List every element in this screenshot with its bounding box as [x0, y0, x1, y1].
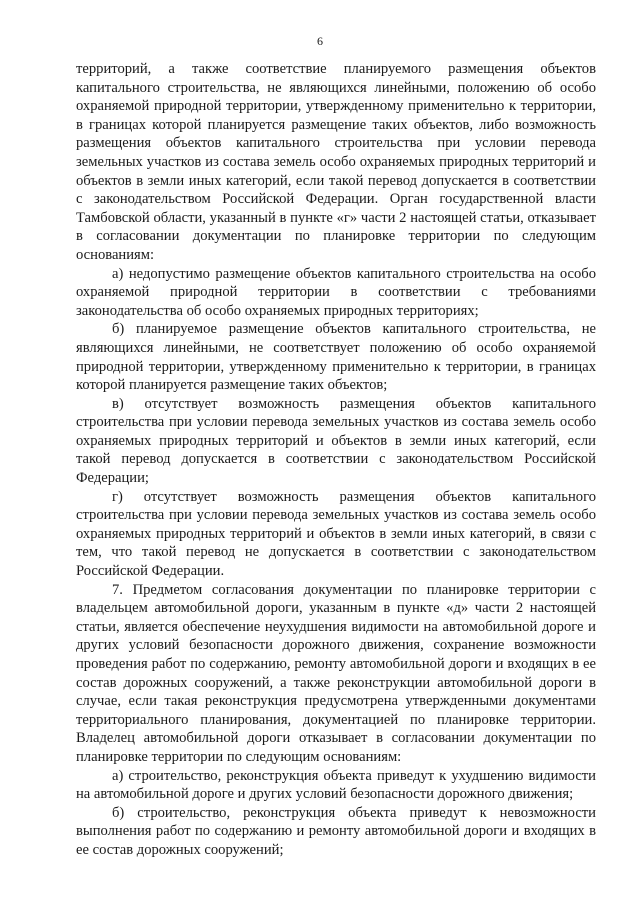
- paragraph-item-a: а) недопустимо размещение объектов капитального строительства на особо охраняемой природной территории в соответствии с требованиями законодательства об особо охраняемых природных территориях;: [76, 265, 596, 319]
- page-number: 6: [317, 34, 323, 48]
- document-body: [76, 60, 596, 860]
- paragraph-section-7: 7. Предметом согласования документации по планировке территории с владельцем автомобильной дороги, указанным в пункте «д» части 2 настоящей статьи, является обеспечение неухудшения видимости на автомобильной дороге и других условий безопасности дорожного движения, сохранение возможности проведения работ по содержанию, ремонту автомобильной дороги и входящих в ее состав дорожных сооружений, а также реконструкции автомобильной дороги в случае, если такая реконструкция предусмотрена утвержденными документами территориального планирования, документацией по планировке территории. Владелец автомобильной дороги отказывает в согласовании документации по планировке территории по следующим основаниям:: [76, 581, 596, 765]
- paragraph-item-v: в) отсутствует возможность размещения объектов капитального строительства при условии перевода земельных участков из состава земель особо охраняемых природных территорий и объектов в земли иных категорий, если такой перевод допускается в соответствии с законодательством Российской Федерации;: [76, 395, 596, 487]
- paragraph-section-7-item-a: а) строительство, реконструкция объекта приведут к ухудшению видимости на автомобильной дороге и других условий безопасности дорожного движения;: [76, 767, 596, 803]
- paragraph-item-g: г) отсутствует возможность размещения объектов капитального строительства при условии перевода земельных участков из состава земель особо охраняемых природных территорий и объектов в земли иных категорий, в связи с тем, что такой перевод не допускается в соответствии с законодательством Российской Федерации.: [76, 488, 596, 580]
- paragraph-item-b: б) планируемое размещение объектов капитального строительства, не являющихся линейными, не соответствует положению об особо охраняемой природной территории, утвержденному применительно к территории, в границах которой планируется размещение таких объектов;: [76, 321, 596, 394]
- paragraph-section-7-item-b: б) строительство, реконструкция объекта приведут к невозможности выполнения работ по содержанию и ремонту автомобильной дороги и входящих в ее состав дорожных сооружений;: [76, 804, 596, 858]
- paragraph-continuation: территорий, а также соответствие планируемого размещения объектов капитального строительства, не являющихся линейными, положению об особо охраняемой природной территории, утвержденному применительно к территории, в границах которой планируется размещение таких объектов, либо возможность размещения объектов капитального строительства при условии перевода земельных участков из состава земель особо охраняемых природных территорий и объектов в земли иных категорий, если такой перевод допускается в соответствии с законодательством Российской Федерации. Орган государственной власти Тамбовской области, указанный в пункте «г» части 2 настоящей статьи, отказывает в согласовании документации по планировке территории по следующим основаниям:: [76, 61, 596, 263]
